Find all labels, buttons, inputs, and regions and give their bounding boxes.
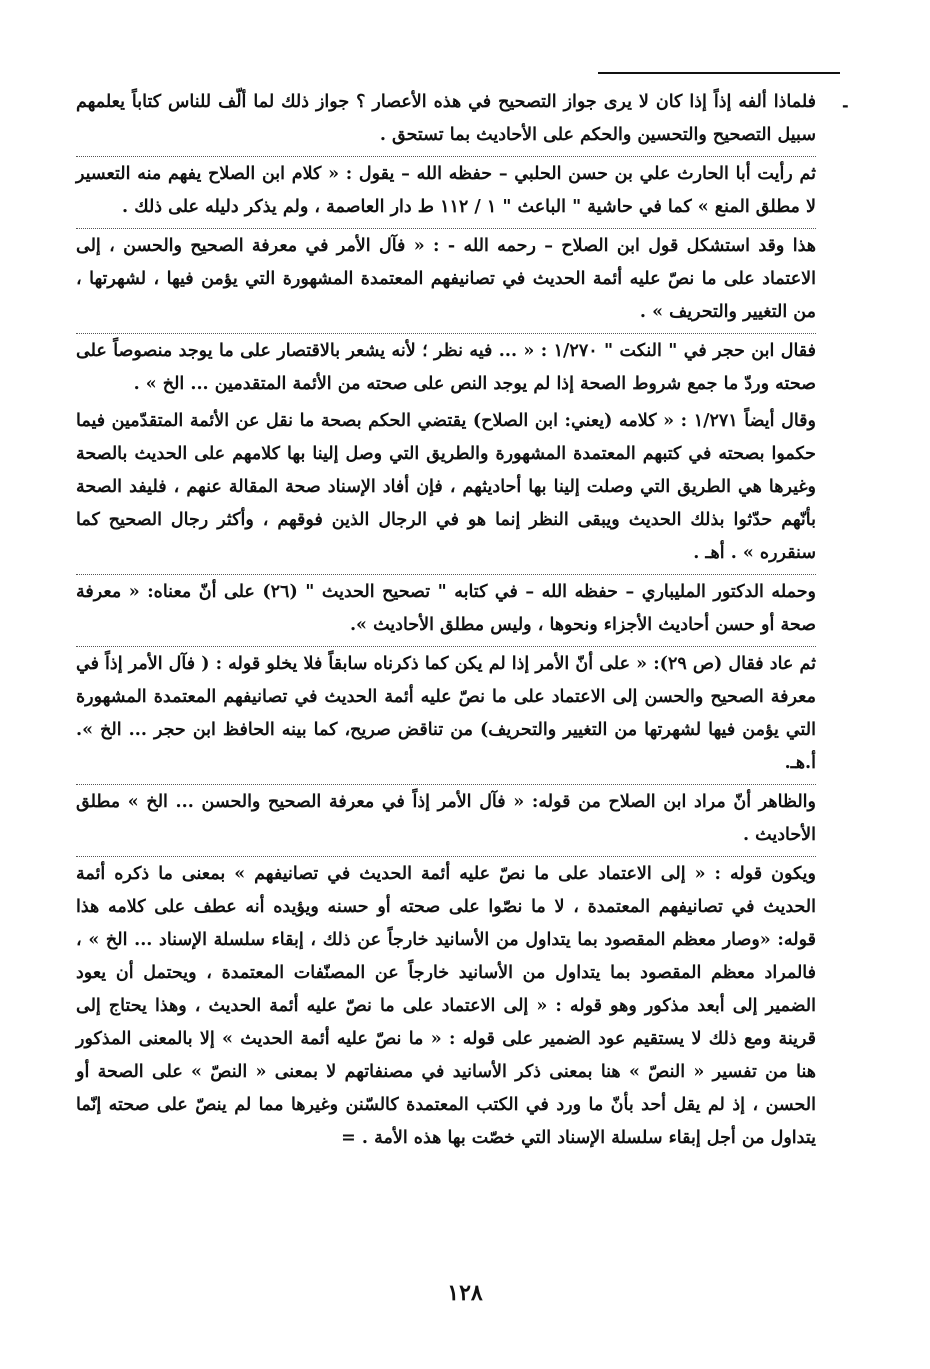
paragraph-3: هذا وقد استشكل قول ابن الصلاح – رحمه الله - : « فآل الأمر في معرفة الصحيح والحسن ، إلى الاعتماد على ما نصّ عليه أئمة الحديث في تصانيفهم المعتمدة المشهورة التي يؤمن فيها ، لشهرتها ، من التغيير والتحريف » . — [76, 228, 816, 329]
paragraph-7: ثم عاد فقال (ص ٢٩): « على أنّ الأمر إذا لم يكن كما ذكرناه سابقاً فلا يخلو قوله : ( فآل الأمر إذاً في معرفة الصحيح والحسن إلى الاعتماد على ما نصّ عليه أئمة الحديث في تصانيفهم المعتمدة المشهورة التي يؤمن فيها لشهرتها من التغيير والتحريف) من تناقض صريح، كما بينه الحافظ ابن حجر ... الخ ». أ.هـ. — [76, 646, 816, 780]
footnote-text-block — [76, 86, 816, 1159]
paragraph-6: وحمله الدكتور المليباري – حفظه الله – في كتابه " تصحيح الحديث " (٢٦) على أنّ معناه: « معرفة صحة أو حسن أحاديث الأجزاء ونحوها ، وليس مطلق الأحاديث ». — [76, 574, 816, 642]
continuation-marker: - — [842, 96, 849, 115]
paragraph-1: فلماذا ألفه إذاً إذا كان لا يرى جواز التصحيح في هذه الأعصار ؟ جواز ذلك لما ألّف للناس كتاباً يعلمهم سبيل التصحيح والتحسين والحكم على الأحاديث بما تستحق . — [76, 92, 816, 145]
paragraph-9: ويكون قوله : « إلى الاعتماد على ما نصّ عليه أئمة الحديث في تصانيفهم » بمعنى ما ذكره أئمة الحديث في تصانيفهم المعتمدة ، لا ما نصّوا على صحته أو حسنه ويؤيده أنه عطف على كلامه هذا قوله: «وصار معظم المقصود بما يتداول من الأسانيد خارجاً عن ذلك ، إبقاء سلسلة الإسناد ... الخ » ، فالمراد معظم المقصود بما يتداول من الأسانيد خارجاً عن المصنّفات المعتمدة ، ويحتمل أن يعود الضمير إلى أبعد مذكور وهو قوله : « إلى الاعتماد على ما نصّ عليه أئمة الحديث ، وهذا يحتاج إلى قرينة ومع ذلك لا يستقيم عود الضمير على قوله : « ما نصّ عليه أئمة الحديث » إلا بالمعنى المذكور هنا من تفسير « النصّ » هنا بمعنى ذكر الأسانيد في مصنفاتهم لا بمعنى « النصّ » على الصحة أو الحسن ، إذ لم يقل أحد بأنّ ما ورد في الكتب المعتمدة كالسّنن وغيرها مما لم ينصّ على صحته إنّما يتداول من أجل إبقاء سلسلة الإسناد التي خصّت بها هذه الأمة . = — [76, 856, 816, 1155]
paragraph-2: ثم رأيت أبا الحارث علي بن حسن الحلبي – حفظه الله – يقول : « كلام ابن الصلاح يفهم منه التعسير لا مطلق المنع » كما في حاشية " الباعث " ١ / ١١٢ ط دار العاصمة ، ولم يذكر دليله على ذلك . — [76, 156, 816, 224]
paragraph-5: وقال أيضاً ١/٢٧١ : « كلامه (يعني: ابن الصلاح) يقتضي الحكم بصحة ما نقل عن الأئمة المتقدّمين فيما حكموا بصحته في كتبهم المعتمدة المشهورة والطريق التي وصل إلينا بها كلامهم على الحديث بالصحة وغيرها هي الطريق التي وصلت إلينا بها أحاديثهم ، فإن أفاد الإسناد صحة المقالة عنهم ، فليفد الصحة بأنّهم حدّثوا بذلك الحديث ويبقى النظر إنما هو في الرجال الذين فوقهم ، وأكثر رجال الصحيح كما سنقرره » . أهـ . — [76, 411, 816, 563]
page-number: ١٢٨ — [447, 1280, 483, 1306]
paragraph-8: والظاهر أنّ مراد ابن الصلاح من قوله: « فآل الأمر إذاً في معرفة الصحيح والحسن ... الخ » مطلق الأحاديث . — [76, 784, 816, 852]
footnote-separator-line — [598, 72, 840, 74]
paragraph-4: فقال ابن حجر في " النكت " ١/٢٧٠ : « ... فيه نظر ؛ لأنه يشعر بالاقتصار على ما يوجد منصوصاً على صحته وردّ ما جمع شروط الصحة إذا لم يوجد النص على صحته من الأئمة المتقدمين ... الخ » . — [76, 333, 816, 401]
